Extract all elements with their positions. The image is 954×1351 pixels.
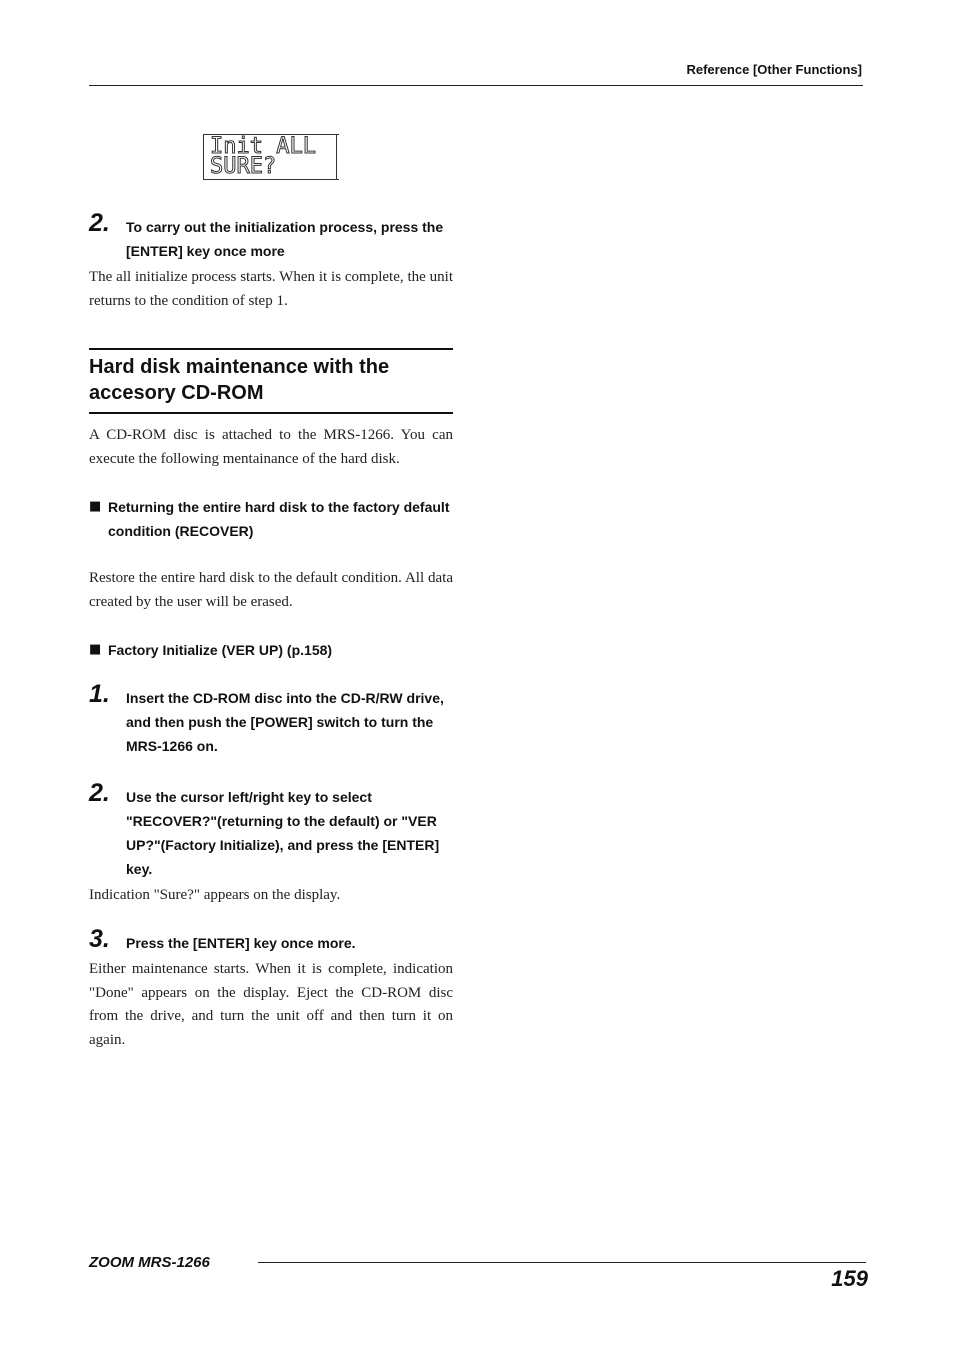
step-2-number: 2. [89,779,110,807]
subsection-title-verup: Factory Initialize (VER UP) (p.158) [108,642,333,658]
footer-brand: ZOOM MRS-1266 [89,1254,210,1271]
lcd-line-2: SURE? [210,154,277,179]
subsection-description-recover: Restore the entire hard disk to the default condition. All data created by the user will be erased. [89,570,453,610]
subsection-bullet-icon: ■ [89,642,102,657]
step-1-number: 1. [89,680,110,708]
init-step-instruction: To carry out the initialization process, press the [ENTER] key once more [126,219,444,259]
footer-rule [258,1262,866,1263]
step-3-result: Either maintenance starts. When it is complete, indication "Done" appears on the display. Eject the CD-ROM disc from the drive, and turn the unit off and then turn it on again. [89,961,453,1048]
subsection-title-recover: Returning the entire hard disk to the factory default condition (RECOVER) [108,499,450,539]
init-step-number: 2. [89,209,110,237]
step-2-instruction: Use the cursor left/right key to select "RECOVER?"(returning to the default) or "VER UP?"(Factory Initialize), and press the [ENTER] key. [126,789,440,877]
section-title: Hard disk maintenance with the accesory CD-ROM [89,356,390,404]
step-1-instruction: Insert the CD-ROM disc into the CD-R/RW drive, and then push the [POWER] switch to turn the MRS-1266 on. [126,690,444,754]
running-header: Reference [Other Functions] [686,62,862,77]
lcd-line-1: Init ALL [210,134,316,159]
init-step-result: The all initialize process starts. When it is complete, the unit returns to the condition of step 1. [89,269,453,309]
step-3-instruction: Press the [ENTER] key once more. [126,935,356,951]
section-rule-top [89,348,453,350]
header-rule [89,85,863,86]
lcd-display-edge [336,134,339,180]
step-3-number: 3. [89,925,110,953]
lcd-display [203,134,339,180]
page-number: 159 [831,1266,868,1291]
section-rule-bottom [89,412,453,414]
subsection-bullet-icon: ■ [89,499,102,514]
step-2-result: Indication "Sure?" appears on the display. [89,887,341,903]
section-intro: A CD-ROM disc is attached to the MRS-1266. You can execute the following mentainance of the hard disk. [89,427,453,467]
